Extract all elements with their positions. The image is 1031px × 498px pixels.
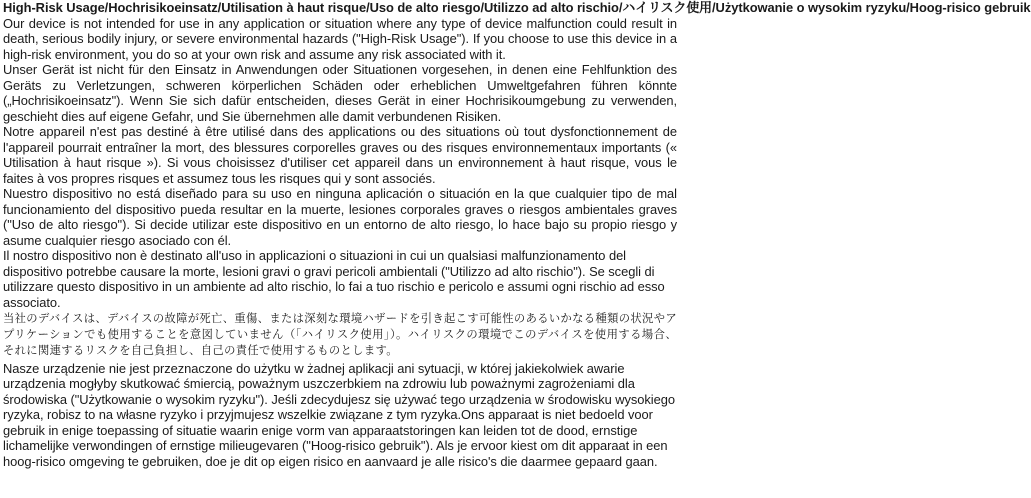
paragraph-spanish: Nuestro dispositivo no está diseñado para su uso en ninguna aplicación o situación en la que cualquier tipo de mal funcionamiento del dispositivo pueda resultar en la muerte, lesiones corporales graves o riesgos ambientales graves ("Uso de alto riesgo"). Si decide utilizar este dispositivo en un entorno de alto riesgo, lo hace bajo su propio riesgo y asume cualquier riesgo asociado con él. xyxy=(3,186,677,248)
paragraph-english: Our device is not intended for use in any application or situation where any type of device malfunction could result in death, serious bodily injury, or severe environmental hazards ("High-Risk Usage"). If you choose to use this device in a high-risk environment, you do so at your own risk and assume any risk associated with it. xyxy=(3,15,677,62)
document xyxy=(3,0,1031,469)
paragraph-polish-dutch: Nasze urządzenie nie jest przeznaczone do użytku w żadnej aplikacji ani sytuacji, w której jakiekolwiek awarie urządzenia mogłyby skutkować śmiercią, poważnym uszczerbkiem na zdrowiu lub poważnymi zagrożeniami dla środowiska ("Użytkowanie o wysokim ryzyku"). Jeśli zdecydujesz się używać tego urządzenia w środowisku wysokiego ryzyka, robisz to na własne ryzyko i przyjmujesz wszelkie związane z tym ryzyka.Ons apparaat is niet bedoeld voor gebruik in enige toepassing of situatie waarin enige vorm van apparaatstoringen kan leiden tot de dood, ernstige lichamelijke verwondingen of ernstige milieugevaren ("Hoog-risico gebruik"). Als je ervoor kiest om dit apparaat in een hoog-risico omgeving te gebruiken, doe je dit op eigen risico en aanvaard je alle risico's die daarmee gepaard gaan. xyxy=(3,360,675,469)
paragraph-french: Notre appareil n'est pas destiné à être utilisé dans des applications ou des situations où tout dysfonctionnement de l'appareil pourrait entraîner la mort, des blessures corporelles graves ou des risques environnementaux importants (« Utilisation à haut risque »). Si vous choisissez d'utiliser cet appareil dans un environnement à haut risque, vous le faites à vos propres risques et assumez tous les risques qui y sont associés. xyxy=(3,124,677,186)
paragraph-japanese: 当社のデバイスは、デバイスの故障が死亡、重傷、または深刻な環境ハザードを引き起こす可能性のあるいかなる種類の状況やアプリケーションでも使用することを意図していません（「ハイリスク使用」）。ハイリスクの環境でこのデバイスを使用する場合、それに関連するリスクを自己負担し、自己の責任で使用するものとします。 xyxy=(3,312,677,358)
paragraph-italian: Il nostro dispositivo non è destinato all'uso in applicazioni o situazioni in cui un qualsiasi malfunzionamento del dispositivo potrebbe causare la morte, lesioni gravi o gravi pericoli ambientali ("Utilizzo ad alto rischio"). Se scegli di utilizzare questo dispositivo in un ambiente ad alto rischio, lo fai a tuo rischio e pericolo e assumi ogni rischio ad esso associato. xyxy=(3,248,665,310)
heading: High-Risk Usage/Hochrisikoeinsatz/Utilisation à haut risque/Uso de alto riesgo/Utilizzo ad alto rischio/ハイリスク使用/Użytkowanie o wysokim ryzyku/Hoog-risico gebruik xyxy=(3,0,1031,15)
paragraph-german: Unser Gerät ist nicht für den Einsatz in Anwendungen oder Situationen vorgesehen, in denen eine Fehlfunktion des Geräts zu Verletzungen, schweren körperlichen Schäden oder erheblichen Umweltgefahren führen könnte („Hochrisikoeinsatz"). Wenn Sie sich dafür entscheiden, dieses Gerät in einer Hochrisikoumgebung zu verwenden, geschieht dies auf eigene Gefahr, und Sie übernehmen alle damit verbundenen Risiken. xyxy=(3,62,677,124)
